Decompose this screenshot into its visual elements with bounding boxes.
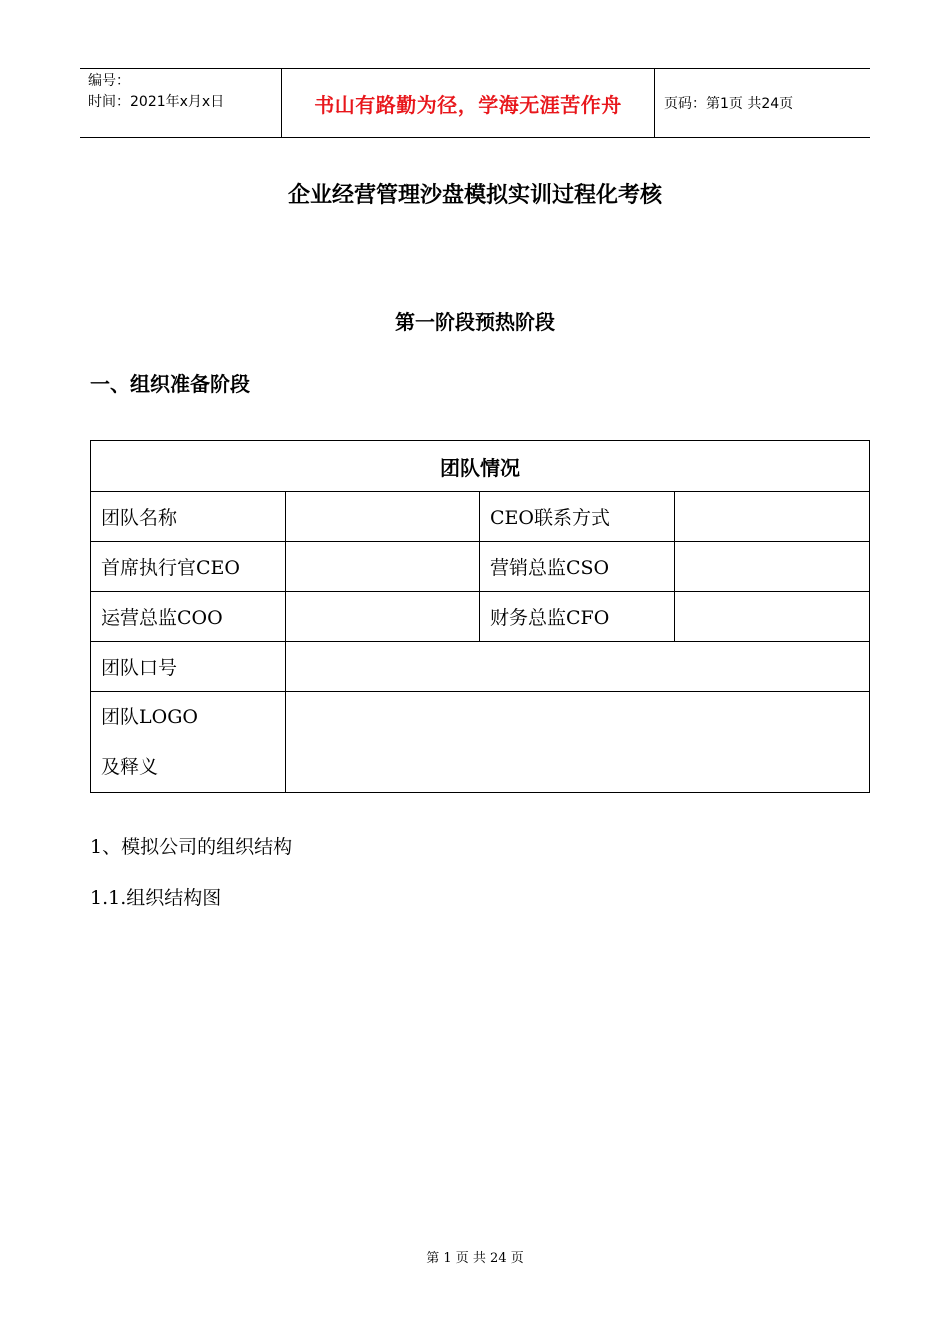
slogan-label: 团队口号 <box>91 642 286 692</box>
team-name-label: 团队名称 <box>91 492 286 542</box>
header-divider <box>654 69 655 137</box>
ceo-contact-label: CEO联系方式 <box>480 492 675 542</box>
slogan-field[interactable] <box>286 642 870 692</box>
logo-label-line2: 及释义 <box>101 756 159 778</box>
header-motto: 书山有路勤为径，学海无涯苦作舟 <box>314 92 622 117</box>
table-row <box>91 492 870 542</box>
table-row <box>91 692 870 793</box>
page-footer: 第 1 页 共 24 页 <box>426 1251 524 1266</box>
team-info-table <box>90 440 870 793</box>
table-caption: 团队情况 <box>91 441 870 492</box>
team-name-field[interactable] <box>286 492 480 542</box>
ceo-field[interactable] <box>286 542 480 592</box>
table-row <box>91 642 870 692</box>
logo-label-line1: 团队LOGO <box>101 706 198 728</box>
time-label: 时间：2021年x月x日 <box>88 94 225 110</box>
header-page-info: 页码：第1页 共24页 <box>664 96 794 112</box>
logo-field[interactable] <box>286 692 870 793</box>
number-label: 编号： <box>88 73 130 89</box>
table-row <box>91 592 870 642</box>
cfo-field[interactable] <box>675 592 870 642</box>
table-row <box>91 441 870 492</box>
section-title: 一、组织准备阶段 <box>90 372 250 396</box>
ceo-label: 首席执行官CEO <box>91 542 286 592</box>
body-item-1-1: 1.1.组织结构图 <box>90 887 222 909</box>
ceo-contact-field[interactable] <box>675 492 870 542</box>
cso-field[interactable] <box>675 542 870 592</box>
document-title: 企业经营管理沙盘模拟实训过程化考核 <box>287 183 662 208</box>
coo-label: 运营总监COO <box>91 592 286 642</box>
cfo-label: 财务总监CFO <box>480 592 675 642</box>
header-meta <box>88 71 280 113</box>
body-item-1: 1、模拟公司的组织结构 <box>90 836 293 858</box>
coo-field[interactable] <box>286 592 480 642</box>
logo-label <box>91 692 286 793</box>
stage-title: 第一阶段预热阶段 <box>395 310 555 334</box>
cso-label: 营销总监CSO <box>480 542 675 592</box>
page-header <box>80 68 870 138</box>
table-row <box>91 542 870 592</box>
